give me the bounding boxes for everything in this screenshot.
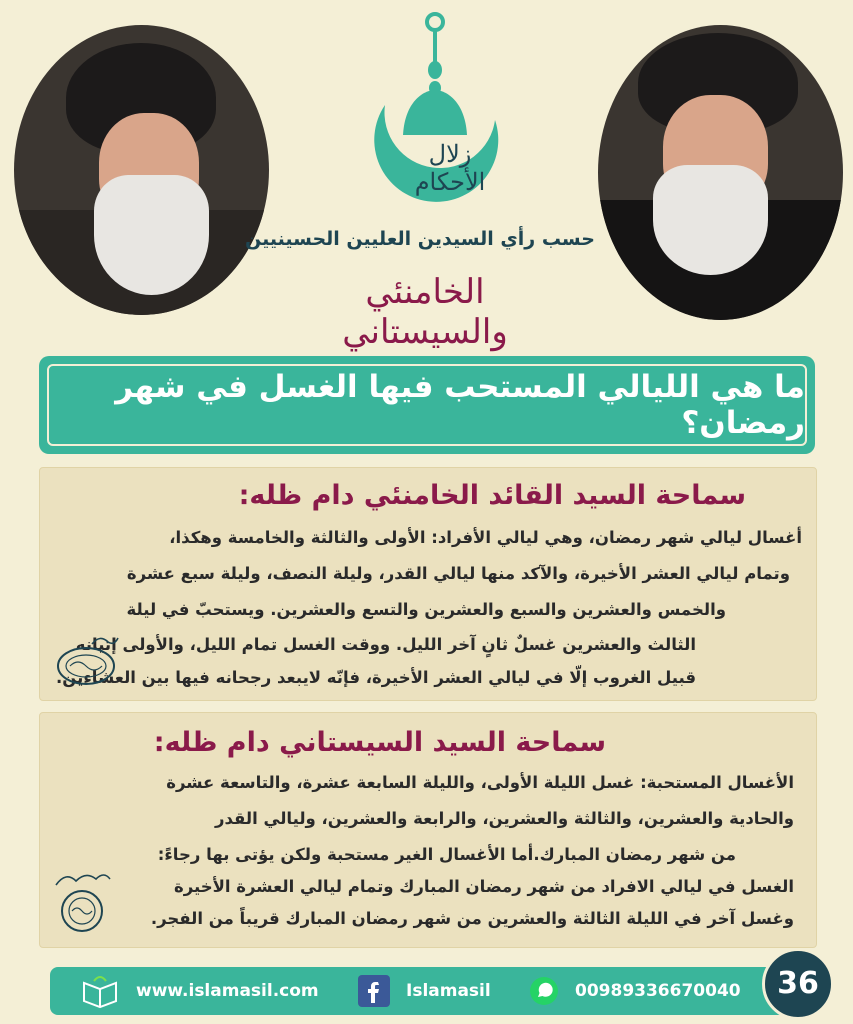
- sistani-title: سماحة السيد السيستاني دام ظله:: [153, 727, 606, 758]
- quran-book-icon: [80, 975, 120, 1009]
- logo-text: زلال الأحكام: [414, 140, 486, 196]
- khamenei-seal-icon: [52, 626, 120, 686]
- facebook-icon: [358, 975, 390, 1007]
- phone-number[interactable]: 00989336670040: [575, 981, 741, 1001]
- sistani-seal-icon: [50, 863, 114, 935]
- sistani-ruling-card: [39, 712, 817, 948]
- sistani-line: الأغسال المستحبة: غسل الليلة الأولى، والليلة السابعة عشرة، والتاسعة عشرة: [166, 773, 794, 792]
- whatsapp-icon: [528, 975, 560, 1007]
- footer-bar: [50, 967, 820, 1015]
- khamenei-line: الثالث والعشرين غسلٌ ثانٍ آخر الليل. ووقت الغسل تمام الليل، والأولى إتيانه: [75, 635, 696, 654]
- question-banner: [39, 356, 815, 454]
- sistani-line: وغسل آخر في الليلة الثالثة والعشرين من شهر رمضان المبارك قريباً من الفجر.: [150, 909, 794, 928]
- khamenei-line: أغسال ليالي شهر رمضان، وهي ليالي الأفراد: الأولى والثالثة والخامسة وهكذا،: [169, 528, 802, 547]
- khamenei-ruling-card: [39, 467, 817, 701]
- khamenei-line: والخمس والعشرين والسبع والعشرين والتسع والعشرين. ويستحبّ في ليلة: [126, 600, 726, 619]
- khamenei-title: سماحة السيد القائد الخامنئي دام ظله:: [238, 480, 746, 511]
- website-link[interactable]: www.islamasil.com: [136, 981, 319, 1001]
- khamenei-portrait: [598, 25, 843, 320]
- sistani-line: من شهر رمضان المبارك.أما الأغسال الغير مستحبة ولكن يؤتى بها رجاءً:: [157, 845, 736, 864]
- sistani-line: الغسل في ليالي الافراد من شهر رمضان المبارك وتمام ليالي العشرة الأخيرة: [173, 877, 794, 896]
- page-number-badge: 36: [762, 948, 834, 1020]
- question-text: ما هي الليالي المستحب فيها الغسل في شهر رمضان؟: [115, 369, 805, 441]
- facebook-link[interactable]: Islamasil: [406, 981, 491, 1001]
- zulal-ahkam-logo: [355, 10, 515, 240]
- khamenei-line: قبيل الغروب إلّا في ليالي العشر الأخيرة، فإنّه لايبعد رجحانه فيها بين العشاءين.: [56, 668, 696, 687]
- subtitle: حسب رأي السيدين العليين الحسينيين: [245, 228, 595, 250]
- scholars-names-calligraphy: الخامنئي والسيستاني: [342, 272, 508, 352]
- sistani-line: والحادية والعشرين، والثالثة والعشرين، والرابعة والعشرين، وليالي القدر: [215, 809, 794, 828]
- sistani-portrait: [14, 25, 269, 315]
- khamenei-line: وتمام ليالي العشر الأخيرة، والآكد منها ليالي القدر، وليلة النصف، وليلة سبع عشرة: [126, 564, 790, 583]
